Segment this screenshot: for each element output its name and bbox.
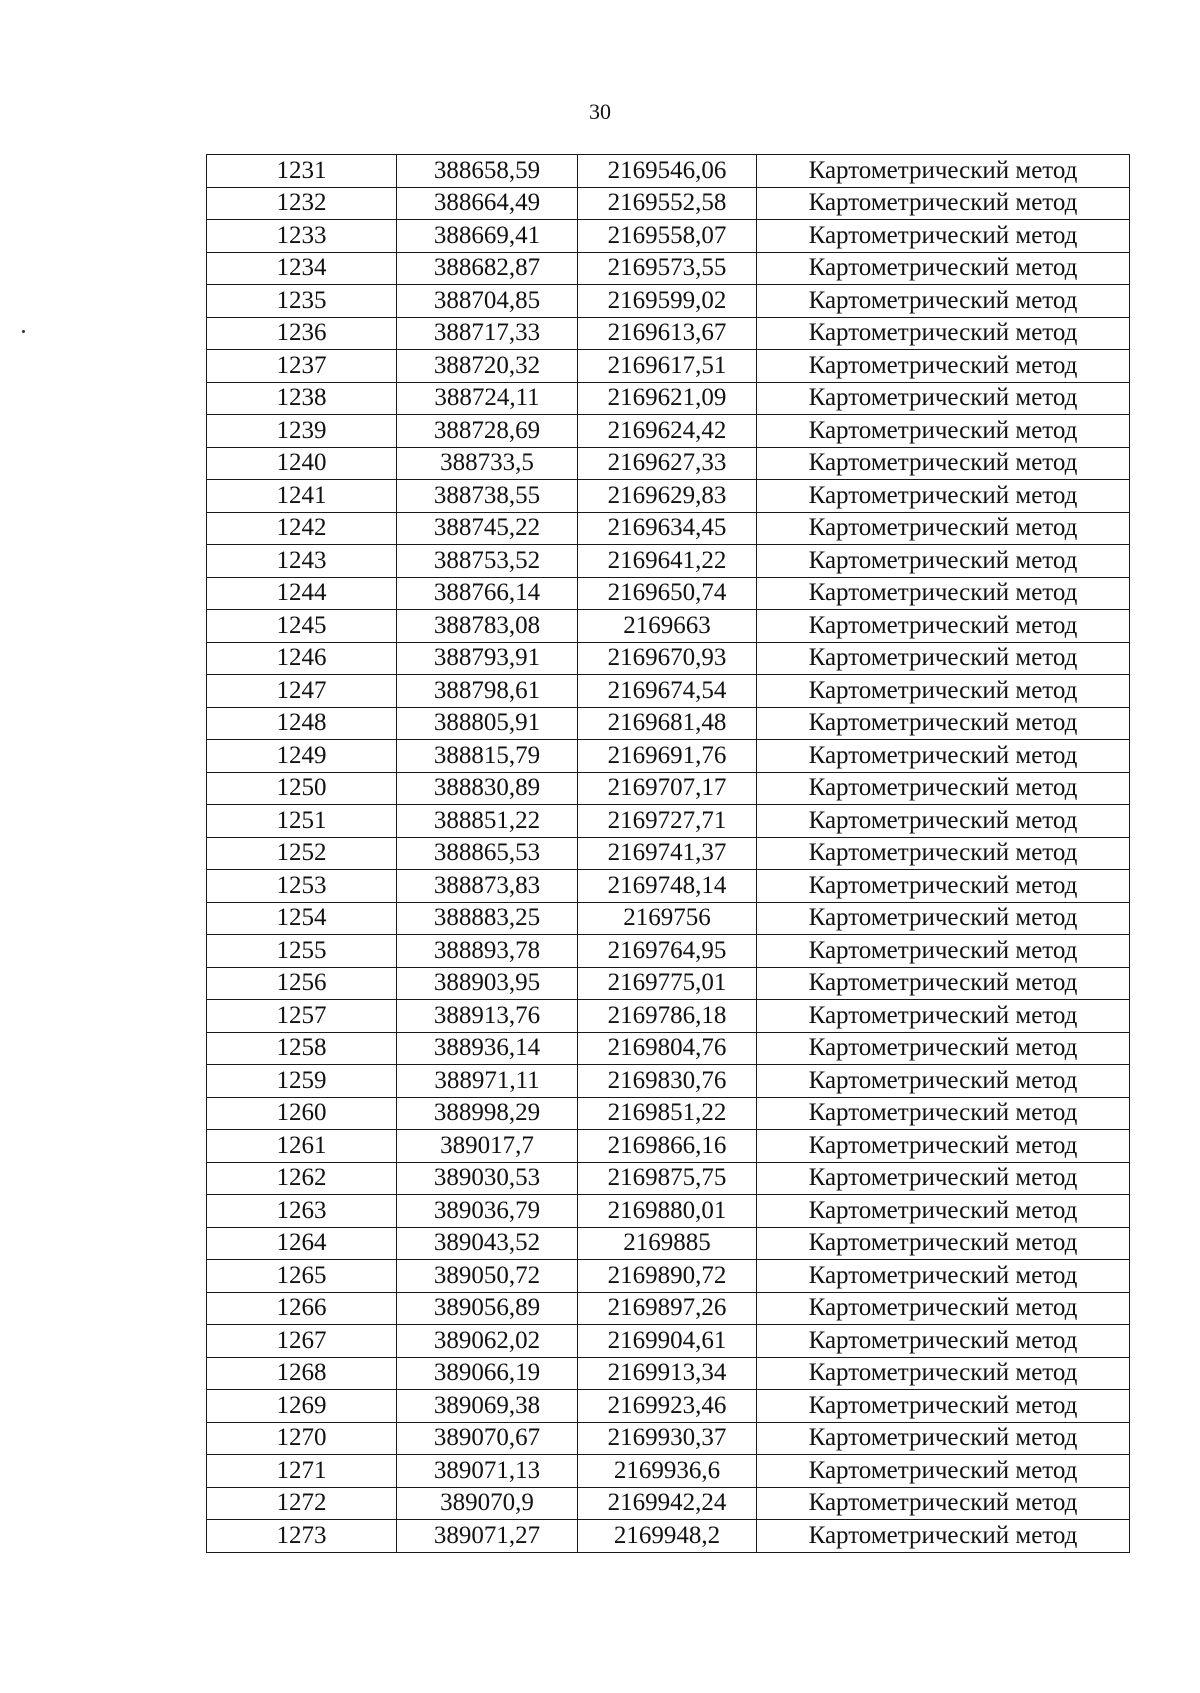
method-cell: Картометрический метод <box>757 187 1130 220</box>
point-number-cell: 1271 <box>207 1455 397 1488</box>
y-coordinate-cell: 2169691,76 <box>578 740 757 773</box>
point-number-cell: 1252 <box>207 837 397 870</box>
point-number-cell: 1244 <box>207 577 397 610</box>
x-coordinate-cell: 389070,67 <box>397 1422 578 1455</box>
table-row <box>207 805 1130 838</box>
table-row <box>207 1455 1130 1488</box>
x-coordinate-cell: 389043,52 <box>397 1227 578 1260</box>
y-coordinate-cell: 2169573,55 <box>578 252 757 285</box>
point-number-cell: 1250 <box>207 772 397 805</box>
table-row <box>207 1390 1130 1423</box>
table-row <box>207 1195 1130 1228</box>
method-cell: Картометрический метод <box>757 1520 1130 1553</box>
method-cell: Картометрический метод <box>757 415 1130 448</box>
x-coordinate-cell: 388738,55 <box>397 480 578 513</box>
x-coordinate-cell: 388658,59 <box>397 155 578 188</box>
y-coordinate-cell: 2169613,67 <box>578 317 757 350</box>
method-cell: Картометрический метод <box>757 902 1130 935</box>
table-row <box>207 415 1130 448</box>
x-coordinate-cell: 388793,91 <box>397 642 578 675</box>
point-number-cell: 1254 <box>207 902 397 935</box>
method-cell: Картометрический метод <box>757 1260 1130 1293</box>
y-coordinate-cell: 2169707,17 <box>578 772 757 805</box>
x-coordinate-cell: 388805,91 <box>397 707 578 740</box>
method-cell: Картометрический метод <box>757 155 1130 188</box>
table-row <box>207 837 1130 870</box>
table-row <box>207 220 1130 253</box>
x-coordinate-cell: 388815,79 <box>397 740 578 773</box>
table-row <box>207 285 1130 318</box>
method-cell: Картометрический метод <box>757 545 1130 578</box>
y-coordinate-cell: 2169830,76 <box>578 1065 757 1098</box>
method-cell: Картометрический метод <box>757 1130 1130 1163</box>
point-number-cell: 1241 <box>207 480 397 513</box>
x-coordinate-cell: 389069,38 <box>397 1390 578 1423</box>
point-number-cell: 1257 <box>207 1000 397 1033</box>
method-cell: Картометрический метод <box>757 642 1130 675</box>
table-row <box>207 1357 1130 1390</box>
method-cell: Картометрический метод <box>757 317 1130 350</box>
x-coordinate-cell: 388783,08 <box>397 610 578 643</box>
x-coordinate-cell: 388913,76 <box>397 1000 578 1033</box>
x-coordinate-cell: 388998,29 <box>397 1097 578 1130</box>
method-cell: Картометрический метод <box>757 350 1130 383</box>
y-coordinate-cell: 2169866,16 <box>578 1130 757 1163</box>
x-coordinate-cell: 389071,27 <box>397 1520 578 1553</box>
x-coordinate-cell: 388664,49 <box>397 187 578 220</box>
table-row <box>207 1000 1130 1033</box>
point-number-cell: 1263 <box>207 1195 397 1228</box>
table-row <box>207 1325 1130 1358</box>
point-number-cell: 1270 <box>207 1422 397 1455</box>
x-coordinate-cell: 389036,79 <box>397 1195 578 1228</box>
point-number-cell: 1256 <box>207 967 397 1000</box>
point-number-cell: 1261 <box>207 1130 397 1163</box>
x-coordinate-cell: 388798,61 <box>397 675 578 708</box>
point-number-cell: 1243 <box>207 545 397 578</box>
table-row <box>207 1065 1130 1098</box>
y-coordinate-cell: 2169650,74 <box>578 577 757 610</box>
method-cell: Картометрический метод <box>757 1422 1130 1455</box>
point-number-cell: 1231 <box>207 155 397 188</box>
x-coordinate-cell: 389017,7 <box>397 1130 578 1163</box>
coordinates-table <box>206 154 1130 1553</box>
method-cell: Картометрический метод <box>757 675 1130 708</box>
point-number-cell: 1264 <box>207 1227 397 1260</box>
method-cell: Картометрический метод <box>757 382 1130 415</box>
method-cell: Картометрический метод <box>757 1227 1130 1260</box>
table-row <box>207 707 1130 740</box>
y-coordinate-cell: 2169764,95 <box>578 935 757 968</box>
point-number-cell: 1248 <box>207 707 397 740</box>
point-number-cell: 1238 <box>207 382 397 415</box>
method-cell: Картометрический метод <box>757 610 1130 643</box>
x-coordinate-cell: 389071,13 <box>397 1455 578 1488</box>
x-coordinate-cell: 388669,41 <box>397 220 578 253</box>
y-coordinate-cell: 2169804,76 <box>578 1032 757 1065</box>
x-coordinate-cell: 388733,5 <box>397 447 578 480</box>
x-coordinate-cell: 388971,11 <box>397 1065 578 1098</box>
x-coordinate-cell: 388766,14 <box>397 577 578 610</box>
y-coordinate-cell: 2169681,48 <box>578 707 757 740</box>
table-row <box>207 1032 1130 1065</box>
y-coordinate-cell: 2169936,6 <box>578 1455 757 1488</box>
point-number-cell: 1232 <box>207 187 397 220</box>
y-coordinate-cell: 2169756 <box>578 902 757 935</box>
y-coordinate-cell: 2169948,2 <box>578 1520 757 1553</box>
point-number-cell: 1269 <box>207 1390 397 1423</box>
point-number-cell: 1266 <box>207 1292 397 1325</box>
point-number-cell: 1255 <box>207 935 397 968</box>
method-cell: Картометрический метод <box>757 805 1130 838</box>
point-number-cell: 1267 <box>207 1325 397 1358</box>
y-coordinate-cell: 2169558,07 <box>578 220 757 253</box>
point-number-cell: 1251 <box>207 805 397 838</box>
table-row <box>207 545 1130 578</box>
method-cell: Картометрический метод <box>757 772 1130 805</box>
method-cell: Картометрический метод <box>757 1487 1130 1520</box>
point-number-cell: 1234 <box>207 252 397 285</box>
x-coordinate-cell: 389062,02 <box>397 1325 578 1358</box>
table-row <box>207 155 1130 188</box>
x-coordinate-cell: 388865,53 <box>397 837 578 870</box>
table-row <box>207 740 1130 773</box>
x-coordinate-cell: 389070,9 <box>397 1487 578 1520</box>
point-number-cell: 1236 <box>207 317 397 350</box>
y-coordinate-cell: 2169741,37 <box>578 837 757 870</box>
y-coordinate-cell: 2169634,45 <box>578 512 757 545</box>
y-coordinate-cell: 2169775,01 <box>578 967 757 1000</box>
y-coordinate-cell: 2169913,34 <box>578 1357 757 1390</box>
y-coordinate-cell: 2169663 <box>578 610 757 643</box>
point-number-cell: 1233 <box>207 220 397 253</box>
table-row <box>207 675 1130 708</box>
point-number-cell: 1265 <box>207 1260 397 1293</box>
method-cell: Картометрический метод <box>757 1162 1130 1195</box>
method-cell: Картометрический метод <box>757 837 1130 870</box>
y-coordinate-cell: 2169890,72 <box>578 1260 757 1293</box>
scan-speck <box>22 330 25 333</box>
point-number-cell: 1239 <box>207 415 397 448</box>
method-cell: Картометрический метод <box>757 1455 1130 1488</box>
point-number-cell: 1245 <box>207 610 397 643</box>
method-cell: Картометрический метод <box>757 740 1130 773</box>
table-row <box>207 1520 1130 1553</box>
point-number-cell: 1253 <box>207 870 397 903</box>
y-coordinate-cell: 2169897,26 <box>578 1292 757 1325</box>
table-row <box>207 1292 1130 1325</box>
y-coordinate-cell: 2169629,83 <box>578 480 757 513</box>
point-number-cell: 1242 <box>207 512 397 545</box>
y-coordinate-cell: 2169599,02 <box>578 285 757 318</box>
table-row <box>207 480 1130 513</box>
x-coordinate-cell: 389056,89 <box>397 1292 578 1325</box>
method-cell: Картометрический метод <box>757 1065 1130 1098</box>
method-cell: Картометрический метод <box>757 252 1130 285</box>
y-coordinate-cell: 2169885 <box>578 1227 757 1260</box>
table-row <box>207 870 1130 903</box>
method-cell: Картометрический метод <box>757 1000 1130 1033</box>
y-coordinate-cell: 2169641,22 <box>578 545 757 578</box>
x-coordinate-cell: 388724,11 <box>397 382 578 415</box>
y-coordinate-cell: 2169670,93 <box>578 642 757 675</box>
x-coordinate-cell: 389030,53 <box>397 1162 578 1195</box>
x-coordinate-cell: 388745,22 <box>397 512 578 545</box>
y-coordinate-cell: 2169942,24 <box>578 1487 757 1520</box>
method-cell: Картометрический метод <box>757 1032 1130 1065</box>
table-row <box>207 1130 1130 1163</box>
table-row <box>207 1487 1130 1520</box>
method-cell: Картометрический метод <box>757 220 1130 253</box>
method-cell: Картометрический метод <box>757 870 1130 903</box>
method-cell: Картометрический метод <box>757 285 1130 318</box>
y-coordinate-cell: 2169923,46 <box>578 1390 757 1423</box>
table-row <box>207 1097 1130 1130</box>
point-number-cell: 1273 <box>207 1520 397 1553</box>
point-number-cell: 1249 <box>207 740 397 773</box>
page-number: 30 <box>589 99 611 124</box>
method-cell: Картометрический метод <box>757 577 1130 610</box>
table-row <box>207 1422 1130 1455</box>
y-coordinate-cell: 2169627,33 <box>578 447 757 480</box>
x-coordinate-cell: 388883,25 <box>397 902 578 935</box>
method-cell: Картометрический метод <box>757 1325 1130 1358</box>
table-row <box>207 610 1130 643</box>
point-number-cell: 1259 <box>207 1065 397 1098</box>
x-coordinate-cell: 388893,78 <box>397 935 578 968</box>
point-number-cell: 1262 <box>207 1162 397 1195</box>
x-coordinate-cell: 389066,19 <box>397 1357 578 1390</box>
x-coordinate-cell: 388936,14 <box>397 1032 578 1065</box>
point-number-cell: 1260 <box>207 1097 397 1130</box>
point-number-cell: 1246 <box>207 642 397 675</box>
method-cell: Картометрический метод <box>757 707 1130 740</box>
table-row <box>207 772 1130 805</box>
table-row <box>207 252 1130 285</box>
x-coordinate-cell: 388873,83 <box>397 870 578 903</box>
x-coordinate-cell: 388830,89 <box>397 772 578 805</box>
x-coordinate-cell: 388704,85 <box>397 285 578 318</box>
table-row <box>207 382 1130 415</box>
table-row <box>207 1162 1130 1195</box>
x-coordinate-cell: 388682,87 <box>397 252 578 285</box>
table-row <box>207 967 1130 1000</box>
table-row <box>207 317 1130 350</box>
x-coordinate-cell: 388717,33 <box>397 317 578 350</box>
point-number-cell: 1240 <box>207 447 397 480</box>
table-row <box>207 577 1130 610</box>
method-cell: Картометрический метод <box>757 512 1130 545</box>
y-coordinate-cell: 2169621,09 <box>578 382 757 415</box>
y-coordinate-cell: 2169552,58 <box>578 187 757 220</box>
table-row <box>207 1260 1130 1293</box>
x-coordinate-cell: 388903,95 <box>397 967 578 1000</box>
table-row <box>207 187 1130 220</box>
x-coordinate-cell: 388728,69 <box>397 415 578 448</box>
method-cell: Картометрический метод <box>757 1390 1130 1423</box>
table-row <box>207 1227 1130 1260</box>
y-coordinate-cell: 2169674,54 <box>578 675 757 708</box>
table-row <box>207 350 1130 383</box>
point-number-cell: 1237 <box>207 350 397 383</box>
coordinates-table-body <box>207 155 1130 1553</box>
x-coordinate-cell: 388720,32 <box>397 350 578 383</box>
method-cell: Картометрический метод <box>757 1097 1130 1130</box>
point-number-cell: 1235 <box>207 285 397 318</box>
y-coordinate-cell: 2169624,42 <box>578 415 757 448</box>
method-cell: Картометрический метод <box>757 1357 1130 1390</box>
y-coordinate-cell: 2169875,75 <box>578 1162 757 1195</box>
method-cell: Картометрический метод <box>757 480 1130 513</box>
y-coordinate-cell: 2169904,61 <box>578 1325 757 1358</box>
x-coordinate-cell: 389050,72 <box>397 1260 578 1293</box>
y-coordinate-cell: 2169546,06 <box>578 155 757 188</box>
y-coordinate-cell: 2169617,51 <box>578 350 757 383</box>
table-row <box>207 935 1130 968</box>
y-coordinate-cell: 2169748,14 <box>578 870 757 903</box>
method-cell: Картометрический метод <box>757 1195 1130 1228</box>
method-cell: Картометрический метод <box>757 447 1130 480</box>
y-coordinate-cell: 2169880,01 <box>578 1195 757 1228</box>
table-row <box>207 642 1130 675</box>
method-cell: Картометрический метод <box>757 935 1130 968</box>
method-cell: Картометрический метод <box>757 967 1130 1000</box>
point-number-cell: 1258 <box>207 1032 397 1065</box>
method-cell: Картометрический метод <box>757 1292 1130 1325</box>
table-row <box>207 447 1130 480</box>
x-coordinate-cell: 388753,52 <box>397 545 578 578</box>
y-coordinate-cell: 2169727,71 <box>578 805 757 838</box>
y-coordinate-cell: 2169786,18 <box>578 1000 757 1033</box>
y-coordinate-cell: 2169851,22 <box>578 1097 757 1130</box>
point-number-cell: 1247 <box>207 675 397 708</box>
point-number-cell: 1268 <box>207 1357 397 1390</box>
point-number-cell: 1272 <box>207 1487 397 1520</box>
y-coordinate-cell: 2169930,37 <box>578 1422 757 1455</box>
table-row <box>207 902 1130 935</box>
x-coordinate-cell: 388851,22 <box>397 805 578 838</box>
table-row <box>207 512 1130 545</box>
